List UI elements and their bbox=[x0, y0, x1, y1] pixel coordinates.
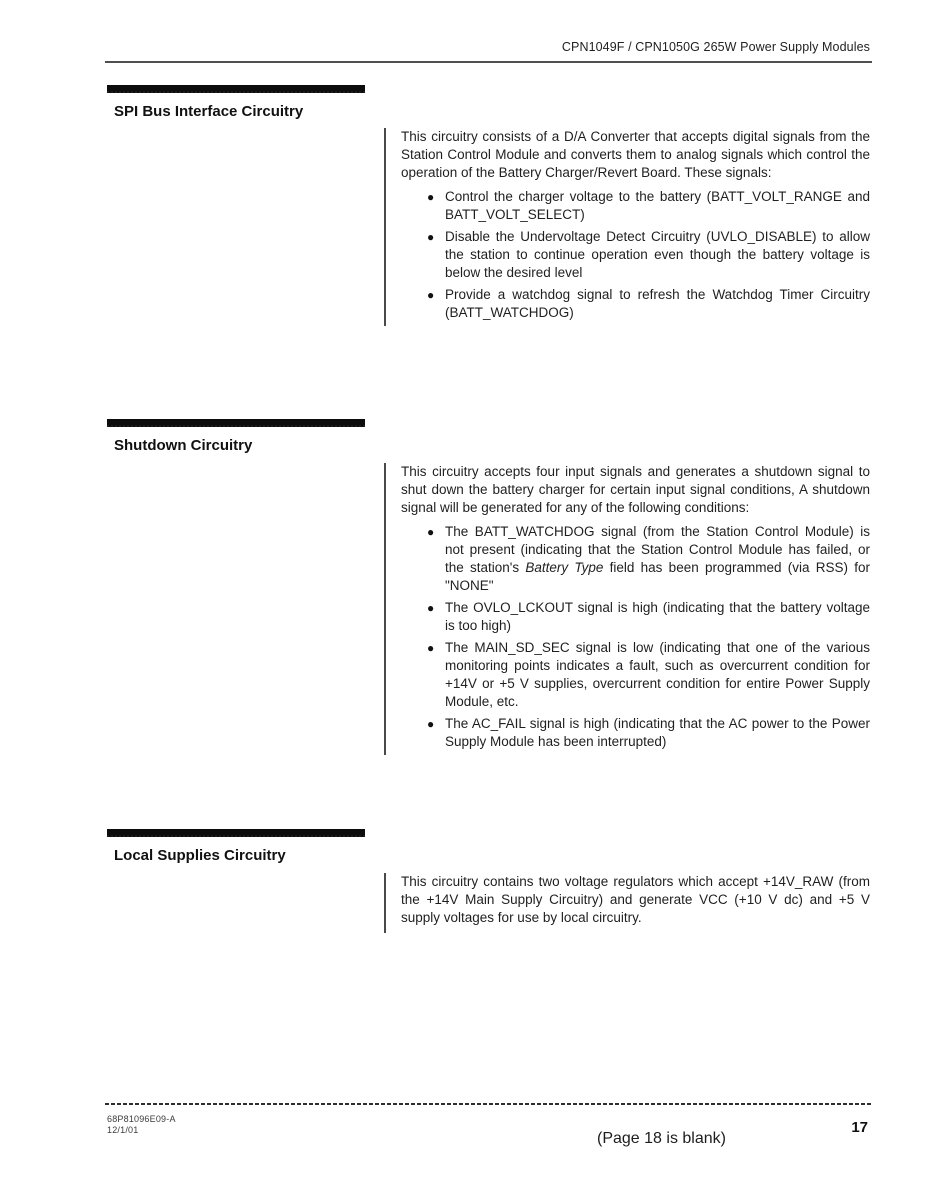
section-heading-shutdown bbox=[107, 419, 365, 454]
section-divider-bar bbox=[107, 419, 365, 427]
bullet-item bbox=[427, 523, 870, 595]
section-title: Shutdown Circuitry bbox=[114, 437, 253, 454]
footer-doc-id bbox=[107, 1114, 176, 1136]
paragraph: This circuitry contains two voltage regulators which accept +14V_RAW (from the +14V Main Supply Circuitry) and generate VCC (+10 V dc) and +5 V supply voltages for use by local circuitry. bbox=[401, 874, 870, 925]
section-divider-bar bbox=[107, 85, 365, 93]
paragraph: This circuitry accepts four input signals and generates a shutdown signal to shut down the battery charger for certain input signal conditions, A shutdown signal will be generated for any of the following conditions: bbox=[401, 464, 870, 515]
section-body-spi-bus bbox=[384, 128, 870, 326]
paragraph: This circuitry consists of a D/A Converter that accepts digital signals from the Station Control Module and converts them to analog signals which control the operation of the Battery Charger/Revert Board. These signals: bbox=[401, 129, 870, 180]
footer-blank-note: (Page 18 is blank) bbox=[597, 1130, 726, 1147]
bullet-item bbox=[427, 715, 870, 751]
bullet-list bbox=[401, 188, 870, 322]
section-divider-bar bbox=[107, 829, 365, 837]
page-number: 17 bbox=[851, 1119, 868, 1136]
bullet-item bbox=[427, 188, 870, 224]
section-body-shutdown bbox=[384, 463, 870, 755]
section-heading-spi-bus bbox=[107, 85, 365, 120]
bullet-text: The AC_FAIL signal is high (indicating that the AC power to the Power Supply Module has been interrupted) bbox=[445, 716, 870, 749]
section-body-local-supplies bbox=[384, 873, 870, 933]
bullet-item bbox=[427, 228, 870, 282]
footer-doc-number: 68P81096E09-A bbox=[107, 1114, 176, 1124]
footer-rule bbox=[105, 1103, 872, 1105]
bullet-marker: ● bbox=[427, 288, 435, 302]
bullet-text bbox=[445, 523, 870, 595]
bullet-marker: ● bbox=[427, 717, 435, 731]
bullet-marker: ● bbox=[427, 601, 435, 615]
bullet-marker: ● bbox=[427, 525, 435, 539]
bullet-marker: ● bbox=[427, 230, 435, 244]
bullet-item bbox=[427, 286, 870, 322]
bullet-text: The OVLO_LCKOUT signal is high (indicating that the battery voltage is too high) bbox=[445, 600, 870, 633]
bullet-item bbox=[427, 599, 870, 635]
header-title: CPN1049F / CPN1050G 265W Power Supply Modules bbox=[561, 40, 870, 54]
bullet-text: Disable the Undervoltage Detect Circuitry (UVLO_DISABLE) to allow the station to continue operation even though the battery voltage is below the desired level bbox=[445, 229, 870, 280]
section-heading-local-supplies bbox=[107, 829, 365, 864]
bullet-marker: ● bbox=[427, 641, 435, 655]
footer-date: 12/1/01 bbox=[107, 1125, 139, 1135]
bullet-marker: ● bbox=[427, 190, 435, 204]
header-rule bbox=[105, 61, 872, 63]
bullet-text-italic: Battery Type bbox=[525, 560, 604, 575]
bullet-text: Control the charger voltage to the battery (BATT_VOLT_RANGE and BATT_VOLT_SELECT) bbox=[445, 189, 870, 222]
bullet-text-pre: The BATT_WATCHDOG signal (from the Station Control Module) is not present (indicating that the Station Control Module has failed, or the station's bbox=[445, 524, 870, 575]
bullet-item bbox=[427, 639, 870, 711]
bullet-text: The MAIN_SD_SEC signal is low (indicating that one of the various monitoring points indicates a fault, such as overcurrent condition for +14V or +5 V supplies, overcurrent condition for entire Power Supply Module, etc. bbox=[445, 640, 870, 709]
bullet-list bbox=[401, 523, 870, 751]
section-title: Local Supplies Circuitry bbox=[114, 847, 286, 864]
section-title: SPI Bus Interface Circuitry bbox=[114, 103, 304, 120]
bullet-text: Provide a watchdog signal to refresh the Watchdog Timer Circuitry (BATT_WATCHDOG) bbox=[445, 287, 870, 320]
bullet-text-post: field has been programmed (via RSS) for "NONE" bbox=[445, 560, 870, 593]
